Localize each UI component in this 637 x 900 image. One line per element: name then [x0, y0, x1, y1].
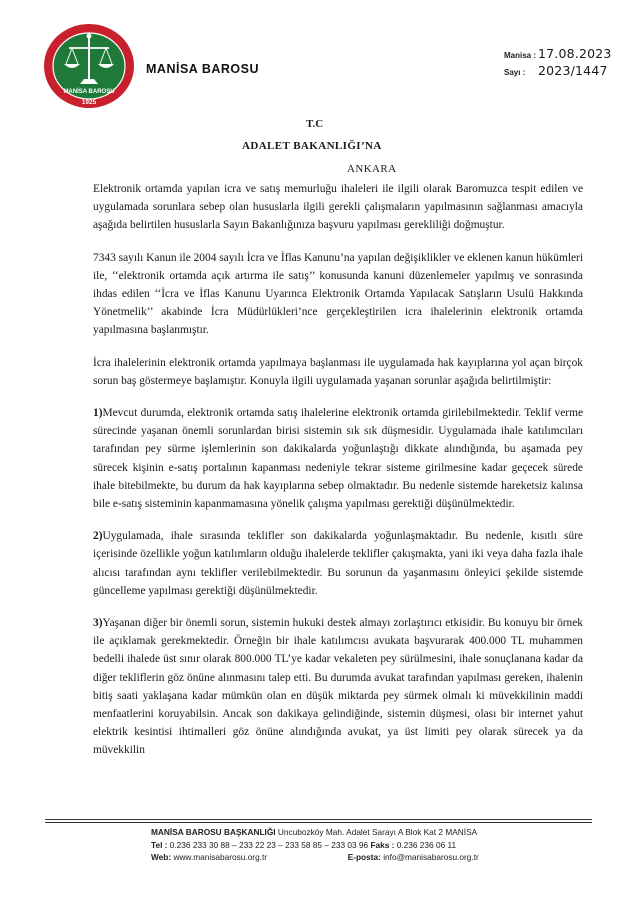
paragraph-2: 7343 sayılı Kanun ile 2004 sayılı İcra ve İflas Kanunu’na yapılan değişiklikler ve eklenen kanun hükümleri ile, ‘‘elektronik ortamda açık artırma ile satış’’ konusunda kanuni düzenlemeler yapılmış ve sonrasında ihdas edilen ‘‘İcra ve İflas Kanunu Uyarınca Elektronik Ortamda Yapılacak Satışların Usulü Hakkında Yönetmelik’’ akabinde İcra Müdürlükleri’nce gerçekleştirilen icra ihalelerinin elektronik ortamda yapılmasına başlanmıştır.	[93, 251, 583, 337]
item-text-1: Mevcut durumda, elektronik ortamda satış ihalelerine elektronik ortamda girilebilmektedir. Teklif verme sürecinde yaşanan önemli sorunlardan birisi sistemin sık sık düşmesidir. Uygulamada ihale katılımcıları tarafından pey sürme işlemlerinin son dakikalarda yoğunlaştığı dikkate alındığında, bu aşamada pey sürecek kişinin e-satış portalının kapanması nedeniyle tekrar sisteme girilmesine kadar geçecek sürede ihale bitebilmekte, bu durum da hak kayıplarına sebep olmaktadır. Bu nedenle sistemde hareketsiz kalınsa bile e-satış sisteminin kapanmamasına yönelik çalışma yapılması gerektiği düşünülmektedir.	[93, 407, 583, 511]
footer-contact	[151, 826, 479, 864]
footer-phone-row	[151, 839, 479, 852]
email-link[interactable]: info@manisabarosu.org.tr	[380, 852, 479, 863]
footer-org: MANİSA BAROSU BAŞKANLIĞI	[151, 827, 276, 837]
tel-value: 0.236 233 30 88 – 233 22 23 – 233 58 85 – 233 03 96	[167, 839, 371, 850]
date-value: 17.08.2023	[538, 46, 612, 61]
web-label: Web:	[151, 852, 172, 863]
logo-year: 1925	[81, 99, 97, 106]
paragraph-6	[93, 614, 583, 760]
number-value: 2023/1447	[538, 63, 608, 78]
paragraph-5	[93, 527, 583, 600]
footer-web-row	[151, 851, 479, 864]
footer-address-row	[151, 826, 479, 839]
email-label: E-posta:	[347, 852, 381, 863]
organization-name: MANİSA BAROSU	[146, 62, 259, 76]
footer-address: Uncubozköy Mah. Adalet Sarayı A Blok Kat 2 MANİSA	[275, 827, 478, 837]
number-row	[504, 63, 612, 80]
manisa-barosu-logo	[42, 22, 136, 110]
item-text-2: Uygulamada, ihale sırasında teklifler son dakikalarda yoğunlaşmaktadır. Bu nedenle, kısıtlı süre içerisinde özellikle yoğun katılımların olduğu ihalelerde teklifler çakışmakta, yani iki veya daha fazla ihale alıcısı tarafından aynı teklifler verilebilmektedir. Bu sorunun da yaşanmasını önleyici şekilde sistemde güncelleme yapılması gerektiği düşünülmektedir.	[93, 530, 583, 597]
recipient: ADALET BAKANLIĞI’NA	[242, 140, 382, 152]
paragraph-3: İcra ihalelerinin elektronik ortamda yapılmaya başlanması ile uygulamada hak kayıplarına yol açan birçok sorun baş göstermeye başlamıştır. Konuyla ilgili uygulamada yaşanan sorunlar aşağıda belirtilmiştir:	[93, 356, 583, 387]
web-link[interactable]: www.manisabarosu.org.tr	[171, 852, 268, 863]
recipient-city: ANKARA	[347, 163, 397, 175]
footer-divider-bottom	[45, 822, 592, 823]
item-number-2: 2)	[93, 530, 103, 543]
logo-text: MANİSA BAROSU	[63, 89, 115, 95]
fax-value: 0.236 236 06 11	[394, 839, 457, 850]
state-abbreviation: T.C	[306, 118, 324, 130]
item-text-3: Yaşanan diğer bir önemli sorun, sistemin hukuki destek almayı zorlaştırıcı etkisidir. Bu konuyu bir örnek ile açıklamak gerekmektedir. Örneğin bir ihale katılımcısı avukata başvurarak 400.000 TL muhammen bedelli ihalede üst sınır olarak 800.000 TL’ye kadar vekaleten pey sürülmesini, ihale sonuçlanana kadar da diğer tekliflerin göz önüne alınmasını talep etti. Bu durumda avukat tarafından yapılması gereken, ihalenin bitiş saati yaklaşana kadar mümkün olan en düşük miktarda pey sürmek olmalı ki müvekkilinin maddi menfaatlerini koruyabilsin. Ancak son dakikaya gelindiğinde, sistemin düşmesi, olası bir internet yahut elektrik kesintisi ihtimalleri göz önüne alındığında avukat, ya üst limiti pey olarak sürecek ya da müvekkilin	[93, 617, 583, 757]
document-meta	[504, 46, 612, 80]
item-number-3: 3)	[93, 617, 103, 630]
fax-label: Faks :	[370, 839, 395, 850]
item-number-1: 1)	[93, 407, 103, 420]
city-label: Manisa :	[504, 51, 537, 60]
paragraph-4	[93, 404, 583, 513]
paragraph-1: Elektronik ortamda yapılan icra ve satış memurluğu ihaleleri ile ilgili olarak Baromuzca tespit edilen ve uygulamada sorunlara sebep olan hususlarla ilgili gerekli çalışmaların yapılmasının sağlanması amacıyla aşağıda belirtilen hususlarla Sayın Bakanlığınıza başvuru yapılması gerekliliği doğmuştur.	[93, 183, 583, 232]
tel-label: Tel :	[151, 839, 168, 850]
footer-divider-top	[45, 819, 592, 820]
number-label: Sayı :	[504, 68, 526, 77]
date-row	[504, 46, 612, 63]
letter-body	[93, 180, 583, 774]
